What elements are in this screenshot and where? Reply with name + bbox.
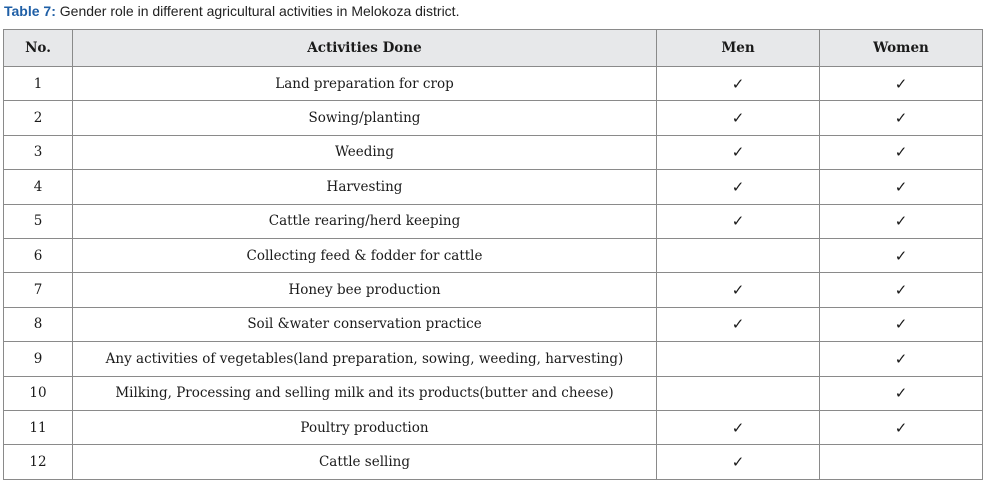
table-row xyxy=(4,410,983,444)
women-check-cell: ✓ xyxy=(820,67,983,101)
men-check-cell: ✓ xyxy=(657,170,820,204)
table-caption-label: Table 7: xyxy=(4,3,56,19)
table-row xyxy=(4,376,983,410)
header-women: Women xyxy=(820,30,983,67)
women-check-cell: ✓ xyxy=(820,273,983,307)
women-check-cell: ✓ xyxy=(820,170,983,204)
men-check-cell xyxy=(657,342,820,376)
activity-cell: Cattle rearing/herd keeping xyxy=(73,204,657,238)
row-number: 7 xyxy=(4,273,73,307)
women-check-cell xyxy=(820,445,983,479)
women-check-cell: ✓ xyxy=(820,342,983,376)
activity-cell: Milking, Processing and selling milk and its products(butter and cheese) xyxy=(73,376,657,410)
women-check-cell: ✓ xyxy=(820,135,983,169)
table-row xyxy=(4,307,983,341)
men-check-cell: ✓ xyxy=(657,204,820,238)
men-check-cell xyxy=(657,238,820,272)
table-row xyxy=(4,238,983,272)
table-row xyxy=(4,67,983,101)
table-caption-text: Gender role in different agricultural activities in Melokoza district. xyxy=(55,3,460,19)
header-men: Men xyxy=(657,30,820,67)
activity-cell: Harvesting xyxy=(73,170,657,204)
activity-cell: Any activities of vegetables(land preparation, sowing, weeding, harvesting) xyxy=(73,342,657,376)
row-number: 10 xyxy=(4,376,73,410)
women-check-cell: ✓ xyxy=(820,376,983,410)
table-row xyxy=(4,135,983,169)
table-body xyxy=(4,67,983,480)
row-number: 4 xyxy=(4,170,73,204)
table-row xyxy=(4,342,983,376)
activity-cell: Sowing/planting xyxy=(73,101,657,135)
table-header-row xyxy=(4,30,983,67)
table-row xyxy=(4,273,983,307)
men-check-cell: ✓ xyxy=(657,273,820,307)
row-number: 12 xyxy=(4,445,73,479)
men-check-cell: ✓ xyxy=(657,307,820,341)
row-number: 8 xyxy=(4,307,73,341)
activity-cell: Collecting feed & fodder for cattle xyxy=(73,238,657,272)
activity-cell: Soil &water conservation practice xyxy=(73,307,657,341)
row-number: 2 xyxy=(4,101,73,135)
header-activities-done: Activities Done xyxy=(73,30,657,67)
women-check-cell: ✓ xyxy=(820,101,983,135)
women-check-cell: ✓ xyxy=(820,204,983,238)
row-number: 9 xyxy=(4,342,73,376)
table-row xyxy=(4,170,983,204)
row-number: 6 xyxy=(4,238,73,272)
activity-cell: Poultry production xyxy=(73,410,657,444)
men-check-cell: ✓ xyxy=(657,67,820,101)
table-row xyxy=(4,101,983,135)
header-no: No. xyxy=(4,30,73,67)
women-check-cell: ✓ xyxy=(820,307,983,341)
men-check-cell: ✓ xyxy=(657,135,820,169)
table-row xyxy=(4,204,983,238)
men-check-cell xyxy=(657,376,820,410)
women-check-cell: ✓ xyxy=(820,410,983,444)
row-number: 11 xyxy=(4,410,73,444)
gender-role-table xyxy=(3,29,983,480)
activity-cell: Weeding xyxy=(73,135,657,169)
activity-cell: Land preparation for crop xyxy=(73,67,657,101)
row-number: 5 xyxy=(4,204,73,238)
table-row xyxy=(4,445,983,479)
row-number: 1 xyxy=(4,67,73,101)
row-number: 3 xyxy=(4,135,73,169)
activity-cell: Honey bee production xyxy=(73,273,657,307)
women-check-cell: ✓ xyxy=(820,238,983,272)
activity-cell: Cattle selling xyxy=(73,445,657,479)
table-caption xyxy=(4,3,459,19)
men-check-cell: ✓ xyxy=(657,410,820,444)
men-check-cell: ✓ xyxy=(657,101,820,135)
men-check-cell: ✓ xyxy=(657,445,820,479)
